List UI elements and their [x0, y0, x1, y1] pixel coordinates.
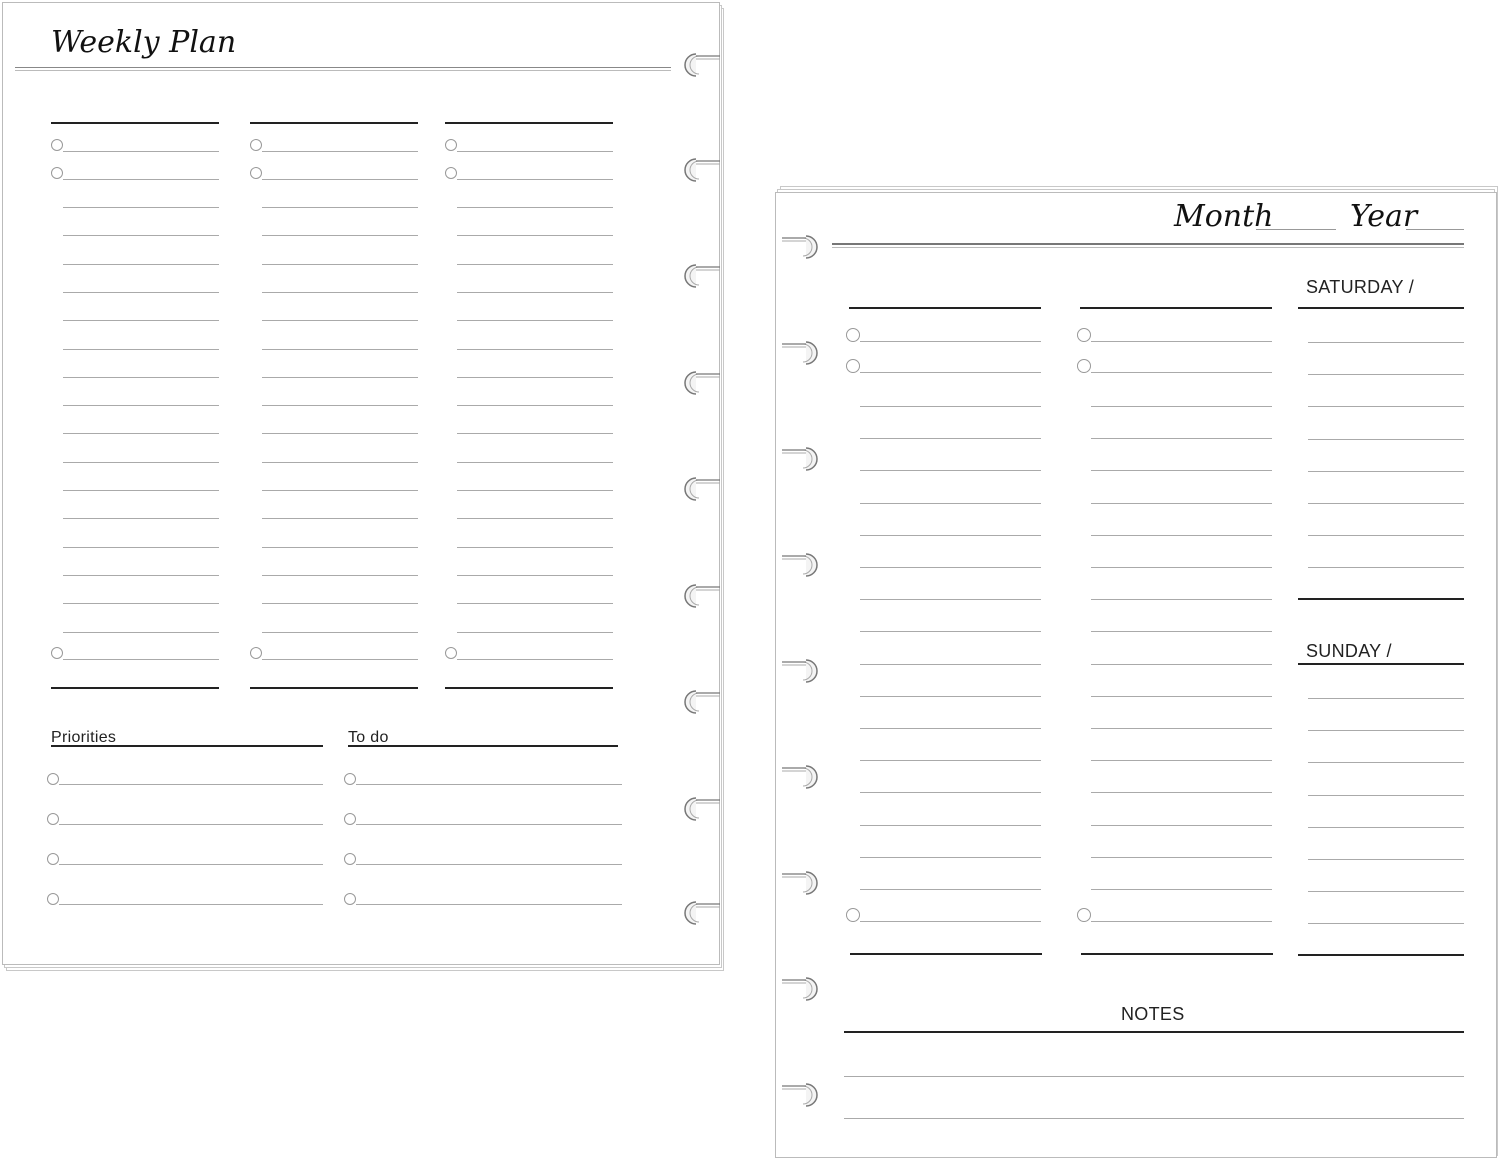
hour-line — [1091, 857, 1272, 858]
hour-line — [860, 792, 1041, 793]
column-bottom-rule — [445, 687, 613, 689]
title-rule — [15, 67, 671, 68]
hour-line — [457, 490, 613, 491]
hour-line — [63, 575, 219, 576]
hour-line — [262, 320, 418, 321]
entry-line — [1091, 341, 1272, 342]
list-checkbox — [47, 853, 59, 865]
sunday-line — [1308, 891, 1464, 892]
entry-line — [63, 151, 219, 152]
sunday-line — [1308, 698, 1464, 699]
priorities-rule — [51, 745, 323, 747]
hour-line — [1091, 696, 1272, 697]
hour-line — [262, 490, 418, 491]
saturday-line — [1308, 503, 1464, 504]
hour-line — [860, 503, 1041, 504]
binder-ring-icon — [780, 762, 820, 792]
sunday-bottom-rule — [1298, 954, 1464, 956]
hour-line — [63, 518, 219, 519]
checkbox-circle — [846, 359, 860, 373]
day-heading-rule — [445, 122, 613, 124]
title-rule-2 — [15, 70, 671, 71]
hour-line — [1091, 631, 1272, 632]
entry-line — [1091, 372, 1272, 373]
hour-line — [457, 264, 613, 265]
hour-line — [1091, 503, 1272, 504]
binder-ring-icon — [780, 1080, 820, 1110]
binder-ring-icon — [682, 50, 722, 80]
entry-line — [262, 659, 418, 660]
hour-line — [262, 207, 418, 208]
sunday-line — [1308, 730, 1464, 731]
hour-line — [457, 320, 613, 321]
year-label: Year — [1350, 199, 1418, 234]
left-planner-sheet — [2, 2, 720, 965]
binder-ring-icon — [780, 444, 820, 474]
weekly-plan-title: Weekly Plan — [51, 25, 237, 60]
hour-line — [63, 405, 219, 406]
saturday-line — [1308, 471, 1464, 472]
binder-ring-icon — [780, 974, 820, 1004]
hour-line — [860, 406, 1041, 407]
entry-line — [262, 179, 418, 180]
entry-line — [860, 341, 1041, 342]
hour-line — [1091, 535, 1272, 536]
hour-line — [457, 235, 613, 236]
binder-ring-icon — [682, 155, 722, 185]
binder-ring-icon — [780, 868, 820, 898]
hour-line — [457, 405, 613, 406]
hour-line — [262, 433, 418, 434]
hour-line — [1091, 406, 1272, 407]
hour-line — [457, 603, 613, 604]
list-checkbox — [344, 853, 356, 865]
binder-ring-icon — [780, 338, 820, 368]
notes-heading: NOTES — [1121, 1004, 1185, 1024]
hour-line — [1091, 728, 1272, 729]
list-checkbox — [344, 773, 356, 785]
entry-line — [262, 151, 418, 152]
checkbox-circle — [445, 167, 457, 179]
day-heading-rule — [1080, 307, 1272, 309]
hour-line — [860, 664, 1041, 665]
hour-line — [1091, 599, 1272, 600]
saturday-line — [1308, 439, 1464, 440]
hour-line — [262, 603, 418, 604]
hour-line — [457, 462, 613, 463]
list-checkbox — [47, 893, 59, 905]
hour-line — [63, 349, 219, 350]
todo-rule — [348, 745, 618, 747]
hour-line — [860, 438, 1041, 439]
list-checkbox — [47, 773, 59, 785]
entry-line — [63, 659, 219, 660]
hour-line — [262, 235, 418, 236]
list-checkbox — [344, 893, 356, 905]
checkbox-circle — [1077, 328, 1091, 342]
sunday-line — [1308, 827, 1464, 828]
hour-line — [457, 518, 613, 519]
hour-line — [1091, 792, 1272, 793]
sunday-heading: SUNDAY / — [1306, 641, 1392, 661]
list-line — [356, 824, 622, 825]
hour-line — [63, 433, 219, 434]
checkbox-circle — [51, 647, 63, 659]
list-checkbox — [47, 813, 59, 825]
saturday-line — [1308, 374, 1464, 375]
checkbox-circle — [846, 328, 860, 342]
list-line — [356, 904, 622, 905]
hour-line — [457, 632, 613, 633]
hour-line — [63, 632, 219, 633]
saturday-rule — [1298, 307, 1464, 309]
hour-line — [262, 405, 418, 406]
day-heading-rule — [250, 122, 418, 124]
entry-line — [457, 151, 613, 152]
saturday-line — [1308, 535, 1464, 536]
column-bottom-rule — [250, 687, 418, 689]
year-line — [1406, 229, 1464, 230]
hour-line — [860, 889, 1041, 890]
checkbox-circle — [250, 139, 262, 151]
list-line — [59, 824, 323, 825]
day-heading-rule — [849, 307, 1041, 309]
saturday-line — [1308, 567, 1464, 568]
hour-line — [63, 547, 219, 548]
hour-line — [1091, 889, 1272, 890]
checkbox-circle — [51, 139, 63, 151]
hour-line — [457, 349, 613, 350]
right-planner-sheet — [775, 192, 1497, 1158]
list-line — [59, 784, 323, 785]
month-line — [1256, 229, 1336, 230]
binder-ring-icon — [682, 581, 722, 611]
sunday-rule — [1298, 663, 1464, 665]
entry-line — [457, 179, 613, 180]
month-label: Month — [1174, 199, 1274, 234]
list-line — [356, 784, 622, 785]
hour-line — [860, 567, 1041, 568]
hour-line — [1091, 664, 1272, 665]
sunday-line — [1308, 795, 1464, 796]
todo-heading: To do — [348, 729, 389, 746]
hour-line — [262, 462, 418, 463]
sunday-line — [1308, 923, 1464, 924]
notes-line — [844, 1118, 1464, 1119]
column-bottom-rule — [1081, 953, 1273, 955]
hour-line — [1091, 470, 1272, 471]
hour-line — [1091, 825, 1272, 826]
binder-ring-icon — [682, 794, 722, 824]
hour-line — [63, 207, 219, 208]
entry-line — [860, 372, 1041, 373]
hour-line — [860, 535, 1041, 536]
priorities-heading: Priorities — [51, 729, 117, 746]
hour-line — [860, 825, 1041, 826]
list-line — [59, 864, 323, 865]
hour-line — [457, 207, 613, 208]
hour-line — [262, 632, 418, 633]
checkbox-circle — [445, 139, 457, 151]
hour-line — [262, 518, 418, 519]
hour-line — [1091, 438, 1272, 439]
checkbox-circle — [846, 908, 860, 922]
day-heading-rule — [51, 122, 219, 124]
hour-line — [860, 470, 1041, 471]
checkbox-circle — [51, 167, 63, 179]
hour-line — [457, 575, 613, 576]
binder-ring-icon — [682, 898, 722, 928]
saturday-heading: SATURDAY / — [1306, 277, 1415, 297]
checkbox-circle — [1077, 359, 1091, 373]
hour-line — [262, 264, 418, 265]
hour-line — [1091, 760, 1272, 761]
list-line — [59, 904, 323, 905]
hour-line — [63, 235, 219, 236]
entry-line — [1091, 921, 1272, 922]
saturday-line — [1308, 342, 1464, 343]
hour-line — [860, 631, 1041, 632]
binder-ring-icon — [780, 550, 820, 580]
hour-line — [63, 377, 219, 378]
hour-line — [63, 490, 219, 491]
saturday-bottom-rule — [1298, 598, 1464, 600]
checkbox-circle — [1077, 908, 1091, 922]
hour-line — [457, 547, 613, 548]
binder-ring-icon — [682, 687, 722, 717]
hour-line — [63, 462, 219, 463]
sunday-line — [1308, 859, 1464, 860]
hour-line — [860, 857, 1041, 858]
column-bottom-rule — [850, 953, 1042, 955]
entry-line — [457, 659, 613, 660]
hour-line — [457, 292, 613, 293]
hour-line — [262, 575, 418, 576]
header-rule — [832, 243, 1464, 245]
hour-line — [63, 603, 219, 604]
binder-ring-icon — [780, 232, 820, 262]
hour-line — [457, 377, 613, 378]
notes-rule — [844, 1031, 1464, 1033]
checkbox-circle — [250, 647, 262, 659]
hour-line — [63, 292, 219, 293]
hour-line — [457, 433, 613, 434]
header-rule-2 — [832, 247, 1464, 248]
checkbox-circle — [445, 647, 457, 659]
hour-line — [63, 264, 219, 265]
hour-line — [860, 760, 1041, 761]
hour-line — [262, 377, 418, 378]
binder-ring-icon — [682, 261, 722, 291]
notes-line — [844, 1076, 1464, 1077]
list-line — [356, 864, 622, 865]
sunday-line — [1308, 762, 1464, 763]
binder-ring-icon — [682, 474, 722, 504]
hour-line — [860, 728, 1041, 729]
hour-line — [262, 349, 418, 350]
entry-line — [63, 179, 219, 180]
hour-line — [262, 292, 418, 293]
binder-ring-icon — [780, 656, 820, 686]
list-checkbox — [344, 813, 356, 825]
checkbox-circle — [250, 167, 262, 179]
binder-ring-icon — [682, 368, 722, 398]
column-bottom-rule — [51, 687, 219, 689]
entry-line — [860, 921, 1041, 922]
hour-line — [262, 547, 418, 548]
hour-line — [860, 696, 1041, 697]
hour-line — [860, 599, 1041, 600]
hour-line — [63, 320, 219, 321]
saturday-line — [1308, 406, 1464, 407]
hour-line — [1091, 567, 1272, 568]
